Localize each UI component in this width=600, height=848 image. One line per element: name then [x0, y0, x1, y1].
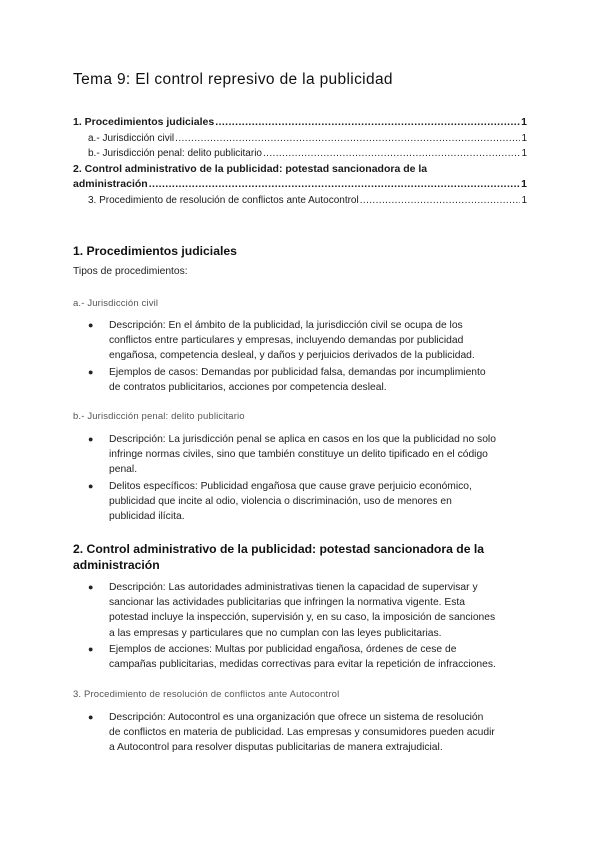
toc-entry-text: b.- Jurisdicción penal: delito publicitario: [88, 148, 262, 159]
section-1-heading: 1. Procedimientos judiciales: [73, 244, 237, 258]
section-2-bullets: [73, 580, 533, 673]
list-item: ● Descripción: La jurisdicción penal se aplica en casos en los que la publicidad no solo infringe normas civiles, sino que también constituye un delito tipificado en el código penal.: [88, 434, 496, 476]
bullet-icon: ●: [88, 712, 94, 722]
bullet-icon: ●: [88, 366, 94, 377]
bullet-icon: ●: [88, 320, 94, 330]
subsection-a-bullets: [73, 318, 533, 396]
list-item: ● Descripción: En el ámbito de la publicidad, la jurisdicción civil se ocupa de los conflictos entre particulares y empresas, incluyendo demandas por publicidad engañosa, competencia desleal, y daños y perjuicios derivados de la publicidad.: [88, 320, 475, 362]
toc-leader: [175, 131, 520, 147]
toc-page-number: 1: [521, 148, 527, 159]
subsection-b-bullets: [73, 432, 533, 525]
toc-entry-text-line1: 2. Control administrativo de la publicidad: potestad sancionadora de la: [73, 162, 428, 175]
toc-leader: [215, 115, 520, 131]
toc-entry-1[interactable]: [73, 115, 527, 131]
toc-entry-text: 1. Procedimientos judiciales: [73, 116, 215, 128]
toc-page-number: 1: [521, 178, 527, 190]
list-item: ● Descripción: Las autoridades administrativas tienen la capacidad de supervisar y sancionar las actividades publicitarias que infringen la normativa vigente. Esta potestad incluye la inspección, supervisión y, en su caso, la imposición de sanciones a las empresas y particulares que no cumplan con las leyes publicitarias.: [88, 582, 496, 639]
subsection-a-heading: a.- Jurisdicción civil: [73, 298, 159, 309]
toc-entry-2[interactable]: [73, 162, 527, 193]
list-item: ● Ejemplos de casos: Demandas por publicidad falsa, demandas por incumplimiento de contratos publicitarios, acciones por competencia desleal.: [88, 366, 486, 393]
toc-entry-text-line2: administración: [73, 178, 148, 190]
toc-page-number: 1: [521, 116, 527, 128]
list-item: ● Ejemplos de acciones: Multas por publicidad engañosa, órdenes de cese de campañas publicitarias, medidas correctivas para evitar la repetición de infracciones.: [88, 643, 496, 671]
bullet-icon: ●: [88, 582, 94, 592]
toc-entry-3[interactable]: [73, 193, 527, 209]
toc-page-number: 1: [521, 132, 527, 144]
bullet-icon: ●: [88, 480, 94, 491]
toc-leader: [149, 177, 520, 193]
toc-page-number: 1: [521, 194, 527, 206]
toc-leader: [263, 146, 520, 162]
toc-entry-1b[interactable]: [73, 146, 527, 162]
list-item: ● Delitos específicos: Publicidad engañosa que cause grave perjuicio económico, publicidad que incite al odio, violencia o discriminación, uso de menores en publicidad ilícita.: [88, 480, 472, 523]
toc-entry-text: a.- Jurisdicción civil: [88, 132, 175, 144]
bullet-icon: ●: [88, 643, 94, 654]
list-item: ● Descripción: Autocontrol es una organización que ofrece un sistema de resolución de conflictos en materia de publicidad. Las empresas y consumidores pueden acudir a Autocontrol para resolver disputas publicitarias de manera extrajudicial.: [88, 712, 495, 754]
subsection-b-heading: b.- Jurisdicción penal: delito publicitario: [73, 411, 245, 422]
table-of-contents: [73, 115, 527, 208]
section-3-bullets: [73, 710, 533, 757]
bullet-icon: ●: [88, 434, 94, 444]
section-3-heading: 3. Procedimiento de resolución de conflictos ante Autocontrol: [73, 689, 340, 700]
section-1-intro: Tipos de procedimientos:: [73, 266, 188, 277]
toc-leader: [360, 193, 521, 209]
document-title: Tema 9: El control represivo de la publicidad: [73, 71, 393, 88]
section-2-heading: 2. Control administrativo de la publicidad: potestad sancionadora de la administración: [73, 542, 485, 572]
toc-entry-1a[interactable]: [73, 131, 527, 147]
toc-entry-text: 3. Procedimiento de resolución de conflictos ante Autocontrol: [88, 194, 359, 206]
